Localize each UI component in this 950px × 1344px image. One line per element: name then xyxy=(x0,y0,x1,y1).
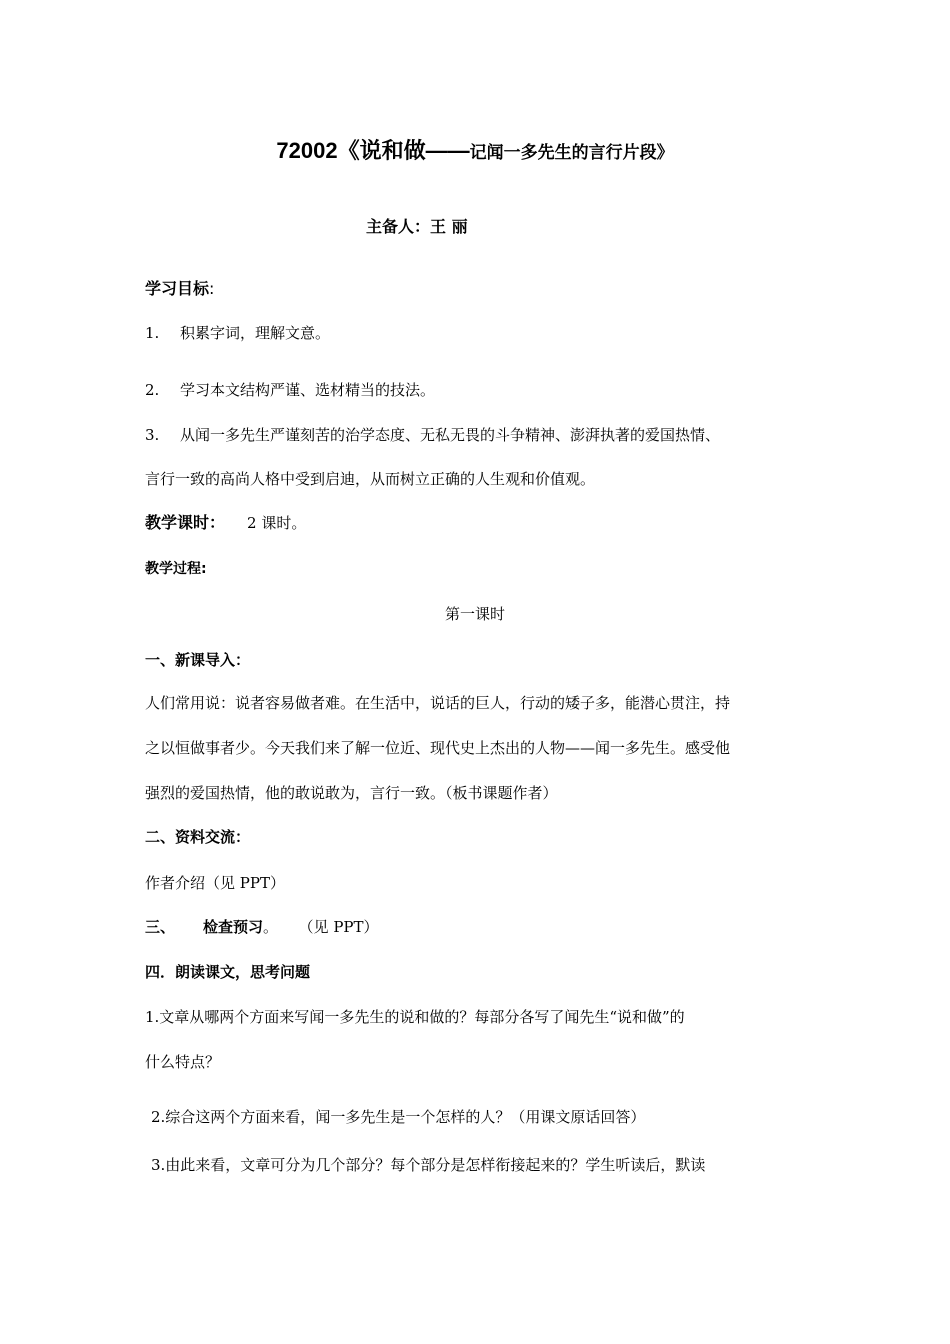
question-line: 1.文章从哪两个方面来写闻一多先生的说和做的？每部分各写了闻先生“说和做”的 xyxy=(145,1008,685,1026)
section3-heading: 检查预习 xyxy=(203,918,264,936)
goal-item xyxy=(145,322,330,344)
goal-text: 学习本文结构严谨、选材精当的技法。 xyxy=(180,381,436,399)
section1-line: 之以恒做事者少。今天我们来了解一位近、现代史上杰出的人物——闻一多先生。感受他 xyxy=(145,739,731,757)
goal-number: 1. xyxy=(145,324,160,342)
class-hours-label: 教学课时： xyxy=(145,513,226,532)
question-line: 什么特点？ xyxy=(145,1053,221,1071)
goals-heading-text: 学习目标 xyxy=(145,279,210,298)
process-label: 教学过程: xyxy=(145,561,207,577)
section3-line xyxy=(145,916,379,938)
section3-period: 。 xyxy=(263,918,279,936)
document-title xyxy=(0,140,950,164)
section2-heading: 二、资料交流： xyxy=(145,828,251,846)
class-hours xyxy=(145,512,306,534)
goals-heading-colon: : xyxy=(209,279,215,298)
goal-text: 积累字词，理解文意。 xyxy=(180,324,331,342)
section3-number: 三、 xyxy=(145,918,176,936)
question-line: 3.由此来看，文章可分为几个部分？每个部分是怎样衔接起来的？学生听读后，默读 xyxy=(151,1156,706,1174)
lesson-title: 第一课时 xyxy=(444,605,505,623)
section2-text: 作者介绍（见 PPT） xyxy=(145,874,285,892)
section1-line: 强烈的爱国热情，他的敢说敢为，言行一致。（板书课题作者） xyxy=(145,784,558,802)
goal-number: 2. xyxy=(145,381,160,399)
title-main: 72002《说和做—— xyxy=(276,138,470,163)
question-line: 2.综合这两个方面来看，闻一多先生是一个怎样的人？（用课文原话回答） xyxy=(151,1108,646,1126)
goals-heading xyxy=(145,278,214,300)
section3-note: （见 PPT） xyxy=(306,918,379,936)
section1-line: 人们常用说：说者容易做者难。在生活中，说话的巨人，行动的矮子多，能潜心贯注，持 xyxy=(145,694,731,712)
goal-text: 从闻一多先生严谨刻苦的治学态度、无私无畏的斗争精神、澎湃执著的爱国热情、 xyxy=(180,426,721,444)
goal-number: 3. xyxy=(145,426,160,444)
goal-item xyxy=(145,424,720,446)
preparer-line: 主备人：王 丽 xyxy=(366,217,468,236)
goal-item xyxy=(145,379,435,401)
section4-heading: 四．朗读课文，思考问题 xyxy=(145,963,311,981)
goal-item-continuation: 言行一致的高尚人格中受到启迪，从而树立正确的人生观和价值观。 xyxy=(145,470,596,488)
section1-heading: 一、新课导入： xyxy=(145,651,251,669)
class-hours-value: 2 课时。 xyxy=(247,514,307,532)
title-sub: 记闻一多先生的言行片段》 xyxy=(469,143,674,163)
